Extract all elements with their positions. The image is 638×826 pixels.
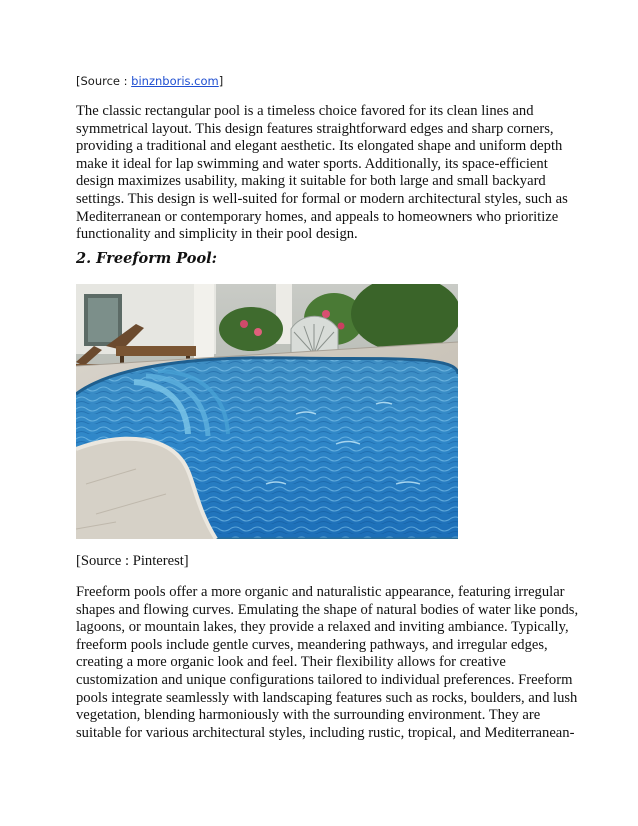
paragraph-line: Mediterranean or contemporary homes, and appeals to homeowners who prioritize	[76, 208, 559, 225]
section-heading: 2. Freeform Pool:	[76, 250, 217, 267]
paragraph-line: vegetation, blending harmoniously with the surrounding environment. They are	[76, 707, 541, 724]
source-citation-pinterest: [Source : Pinterest]	[76, 553, 189, 569]
source-link[interactable]: binznboris.com	[131, 74, 219, 88]
paragraph-line: lagoons, or mountain lakes, they provide a relaxed and inviting ambiance. Typically,	[76, 619, 569, 636]
paragraph-line: functionality and simplicity in their pool design.	[76, 226, 358, 243]
paragraph-line: Freeform pools offer a more organic and naturalistic appearance, featuring irregular	[76, 584, 565, 600]
source-prefix: [Source :	[76, 74, 132, 88]
paragraph-line: pools integrate seamlessly with landscaping features such as rocks, boulders, and lush	[76, 689, 578, 706]
paragraph-line: providing a traditional and elegant aesthetic. Its elongated shape and uniform depth	[76, 138, 563, 155]
source-citation-top	[76, 74, 223, 88]
paragraph-line: freeform pools include gentle curves, meandering pathways, and irregular edges,	[76, 636, 548, 653]
paragraph-line: symmetrical layout. This design features straightforward edges and sharp corners,	[76, 120, 554, 137]
paragraph-line: design maximizes usability, making it suitable for both large and small backyard	[76, 173, 546, 190]
paragraph-line: creating a more organic look and feel. Their flexibility allows for creative	[76, 654, 506, 671]
paragraph-line: make it ideal for lap swimming and water sports. Additionally, its space-efficient	[76, 155, 548, 172]
paragraph-line: settings. This design is well-suited for formal or modern architectural styles, such as	[76, 190, 568, 207]
paragraph-rectangular-pool	[76, 103, 566, 244]
source-suffix: ]	[218, 74, 224, 88]
paragraph-line: shapes and flowing curves. Emulating the shape of natural bodies of water like ponds,	[76, 601, 579, 618]
paragraph-line: customization and unique configurations tailored to individual preferences. Freeform	[76, 671, 573, 688]
paragraph-line: The classic rectangular pool is a timeless choice favored for its clean lines and	[76, 103, 534, 119]
paragraph-line: suitable for various architectural styles, including rustic, tropical, and Mediterranean-	[76, 724, 575, 741]
freeform-pool-photo	[76, 284, 458, 539]
paragraph-freeform-pool	[76, 584, 579, 742]
